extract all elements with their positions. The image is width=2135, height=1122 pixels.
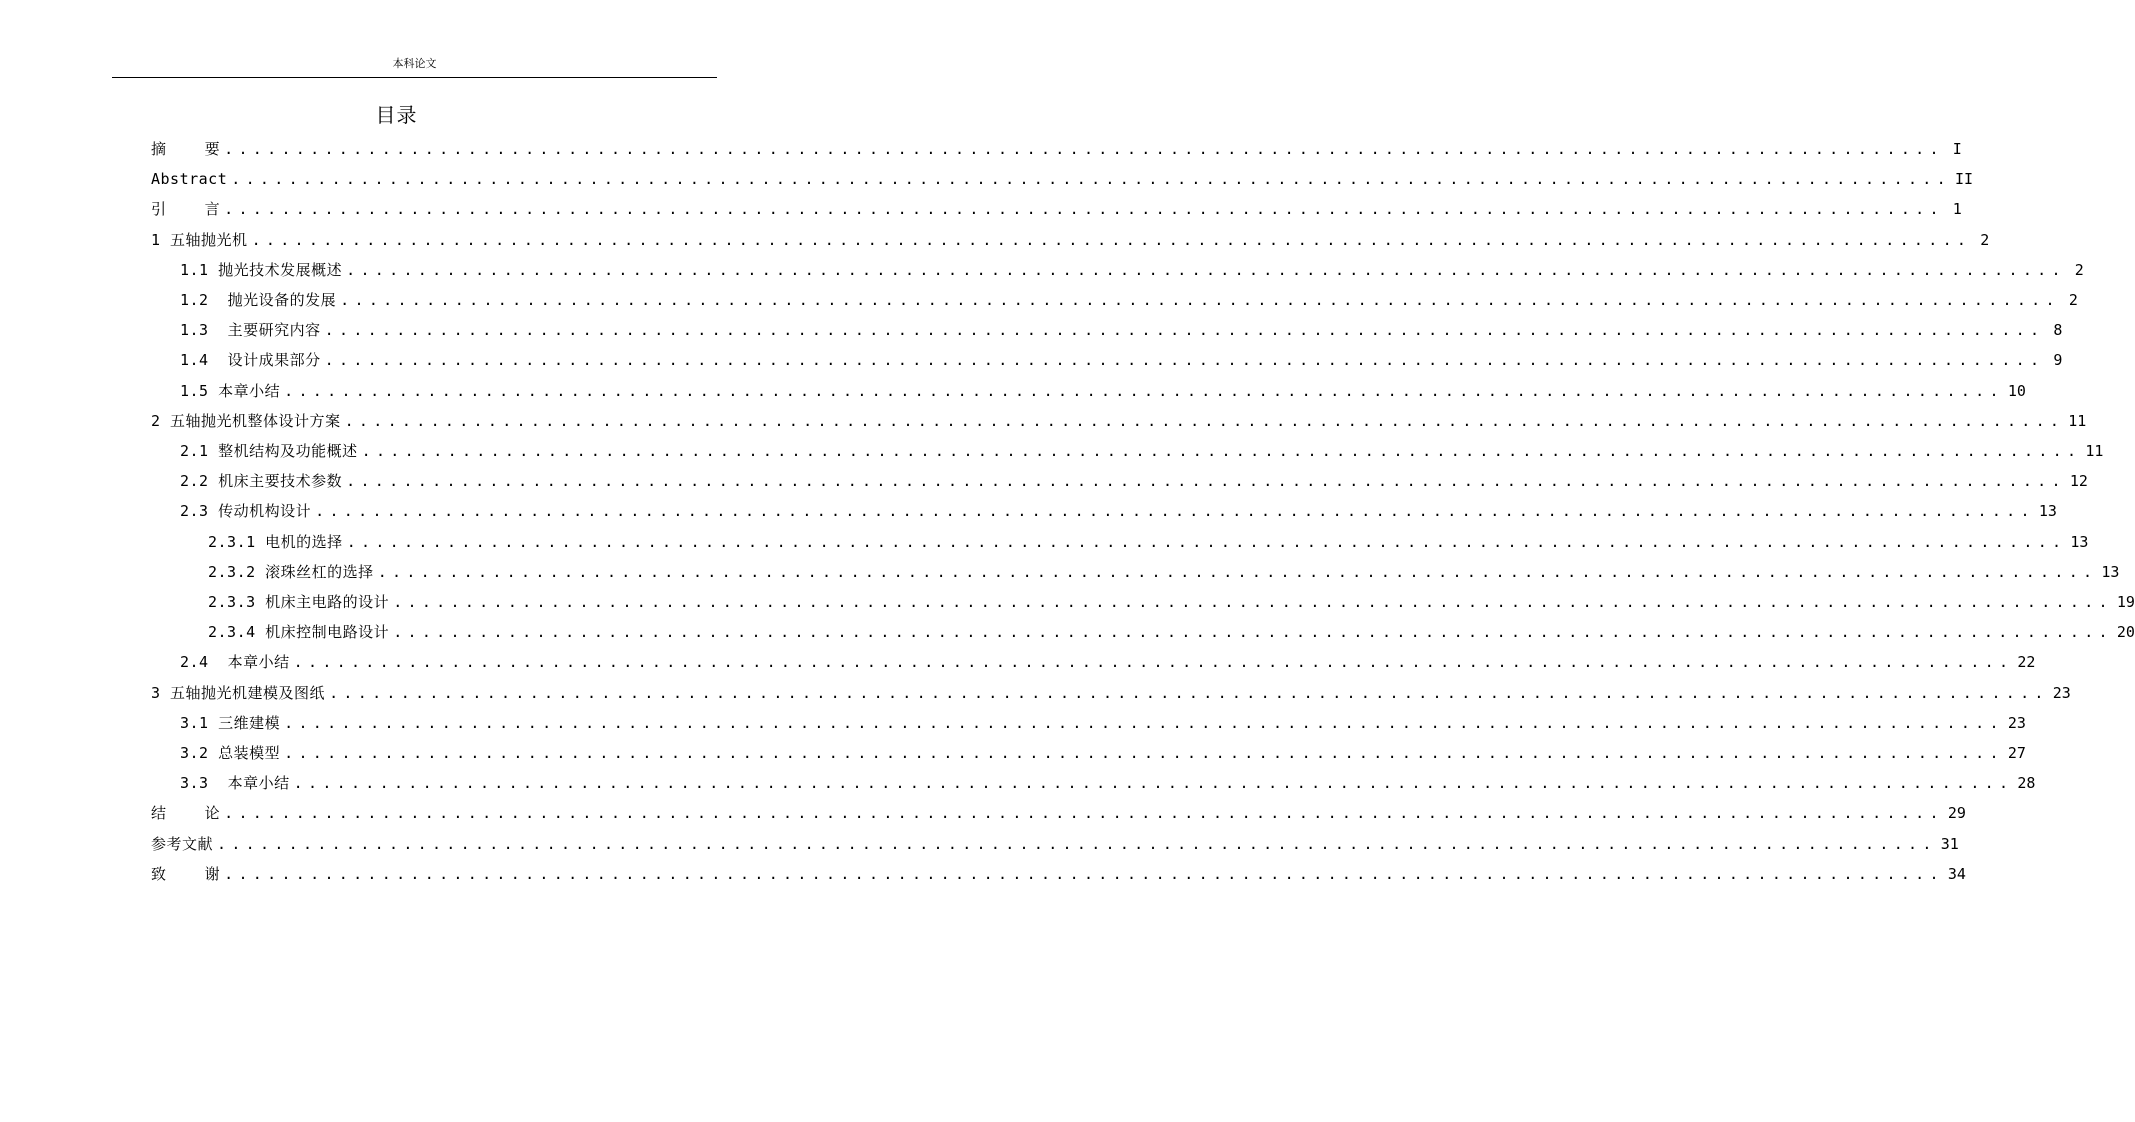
toc-entry[interactable] (180, 376, 2026, 406)
toc-entry-page-number: 13 (2070, 532, 2089, 551)
toc-dot-leader: ........................................................................................................................ (393, 623, 2113, 642)
toc-entry-page-number: 23 (2007, 713, 2026, 732)
toc-dot-leader: ........................................................................................................................ (377, 562, 2098, 581)
toc-entry-label: 1 五轴抛光机 (151, 230, 248, 249)
toc-dot-leader: ........................................................................................................................ (361, 442, 2082, 460)
toc-entry[interactable] (180, 738, 2026, 768)
toc-entry-page-number: 27 (2007, 744, 2026, 762)
toc-entry-page-number: 23 (2052, 683, 2071, 702)
toc-entry-page-number: 8 (2053, 321, 2063, 340)
toc-entry[interactable] (180, 768, 2036, 798)
toc-entry[interactable] (180, 315, 2063, 345)
toc-dot-leader: ........................................................................................................................ (224, 804, 1944, 823)
toc-entry[interactable] (208, 527, 2089, 557)
toc-entry[interactable] (180, 708, 2026, 738)
toc-entry-label: 3 五轴抛光机建模及图纸 (151, 683, 326, 702)
toc-entry[interactable] (151, 829, 1959, 859)
toc-dot-leader: ........................................................................................................................ (393, 593, 2113, 611)
toc-entry-label: 2.2 机床主要技术参数 (180, 472, 343, 491)
toc-dot-leader: ........................................................................................................................ (315, 502, 2035, 521)
toc-entry-page-number: 2 (2068, 291, 2078, 309)
toc-entry-page-number: 1 (1952, 200, 1962, 219)
toc-entry[interactable] (180, 436, 2104, 466)
toc-entry[interactable] (180, 285, 2078, 315)
toc-title: 目录 (375, 103, 418, 127)
toc-dot-leader: ........................................................................................................................ (344, 411, 2065, 430)
toc-entry[interactable] (208, 587, 2135, 617)
toc-entry-page-number: 29 (1947, 804, 1966, 823)
toc-entry[interactable] (151, 134, 1962, 164)
toc-entry-label: 1.2 抛光设备的发展 (180, 291, 337, 309)
toc-dot-leader: ........................................................................................................................ (251, 230, 1972, 249)
toc-entry-page-number: 19 (2116, 593, 2135, 611)
toc-entry-label: 1.5 本章小结 (180, 381, 281, 400)
toc-entry[interactable] (180, 345, 2063, 375)
toc-entry-label: 2.3.2 滚珠丝杠的选择 (208, 562, 374, 581)
toc-dot-leader: ........................................................................................................................ (324, 351, 2045, 370)
toc-dot-leader: ........................................................................................................................ (224, 864, 1944, 883)
toc-entry[interactable] (151, 406, 2087, 436)
page-header (112, 55, 717, 78)
toc-entry-label: 3.1 三维建模 (180, 713, 281, 732)
toc-entry[interactable] (208, 617, 2135, 647)
toc-dot-leader: ........................................................................................................................ (231, 170, 1951, 189)
toc-dot-leader: ........................................................................................................................ (346, 260, 2066, 279)
page-header-text: 本科论文 (392, 57, 437, 70)
toc-entry-page-number: 34 (1947, 864, 1966, 883)
toc-entry-label: 参考文献 (151, 834, 214, 853)
toc-dot-leader: ........................................................................................................................ (284, 381, 2004, 400)
toc-dot-leader: ........................................................................................................................ (217, 834, 1937, 853)
toc-dot-leader: ........................................................................................................................ (340, 291, 2060, 309)
toc-entry-page-number: 9 (2053, 351, 2063, 370)
toc-dot-leader: ........................................................................................................................ (224, 200, 1944, 219)
toc-entry-page-number: 2 (1980, 230, 1990, 249)
toc-entry[interactable] (151, 859, 1966, 889)
toc-entry-page-number: 31 (1940, 834, 1959, 853)
toc-dot-leader: ........................................................................................................................ (324, 321, 2045, 340)
toc-entry-label: 2.3.4 机床控制电路设计 (208, 623, 390, 642)
toc-entry-page-number: 20 (2116, 623, 2135, 642)
toc-entry-label: 1.3 主要研究内容 (180, 321, 321, 340)
toc-entry-label: 2.3 传动机构设计 (180, 502, 312, 521)
toc-entry[interactable] (151, 798, 1966, 828)
toc-entry-page-number: II (1954, 170, 1974, 189)
toc-entry-label: 2.3.3 机床主电路的设计 (208, 593, 390, 611)
toc-entry-label: 致 谢 (151, 864, 221, 883)
toc-entry-label: 1.1 抛光技术发展概述 (180, 260, 343, 279)
toc-dot-leader: ........................................................................................................................ (284, 713, 2004, 732)
toc-entry[interactable] (151, 225, 1990, 255)
toc-dot-leader: ........................................................................................................................ (293, 774, 2014, 793)
toc-dot-leader: ........................................................................................................................ (224, 140, 1944, 158)
toc-entry[interactable] (208, 557, 2120, 587)
toc-entry-label: 2 五轴抛光机整体设计方案 (151, 411, 341, 430)
toc-dot-leader: ........................................................................................................................ (329, 683, 2049, 702)
toc-entry-label: 3.3 本章小结 (180, 774, 290, 793)
toc-entry-page-number: 12 (2069, 472, 2088, 491)
toc-dot-leader: ........................................................................................................................ (293, 653, 2014, 672)
toc-dot-leader: ........................................................................................................................ (346, 472, 2066, 491)
toc-entry-label: Abstract (151, 170, 228, 189)
toc-entry-label: 1.4 设计成果部分 (180, 351, 321, 370)
toc-dot-leader: ........................................................................................................................ (284, 744, 2004, 762)
toc-entry[interactable] (180, 647, 2036, 677)
toc-entry-label: 3.2 总装模型 (180, 744, 281, 762)
toc-entry-page-number: 10 (2007, 381, 2026, 400)
toc-entry-label: 结 论 (151, 804, 221, 823)
toc-entry-page-number: 22 (2017, 653, 2036, 672)
toc-entry[interactable] (151, 678, 2071, 708)
toc-entry-page-number: 28 (2017, 774, 2036, 793)
toc-entry[interactable] (180, 255, 2084, 285)
toc-entry-label: 2.3.1 电机的选择 (208, 532, 343, 551)
toc-entry-page-number: I (1952, 140, 1962, 158)
toc-entry-page-number: 13 (2101, 562, 2120, 581)
toc-entry-label: 引 言 (151, 200, 221, 219)
toc-entry-label: 2.4 本章小结 (180, 653, 290, 672)
toc-entry[interactable] (151, 164, 1974, 194)
toc-entry[interactable] (180, 466, 2088, 496)
toc-entry-label: 摘 要 (151, 140, 221, 158)
toc-dot-leader: ........................................................................................................................ (346, 532, 2067, 551)
toc-entry[interactable] (151, 194, 1962, 224)
toc-entry-page-number: 11 (2068, 411, 2087, 430)
toc-entry-page-number: 2 (2074, 260, 2084, 279)
toc-entry-page-number: 13 (2038, 502, 2057, 521)
toc-entry-label: 2.1 整机结构及功能概述 (180, 442, 358, 460)
toc-entry-page-number: 11 (2085, 442, 2104, 460)
toc-entry[interactable] (180, 496, 2057, 526)
